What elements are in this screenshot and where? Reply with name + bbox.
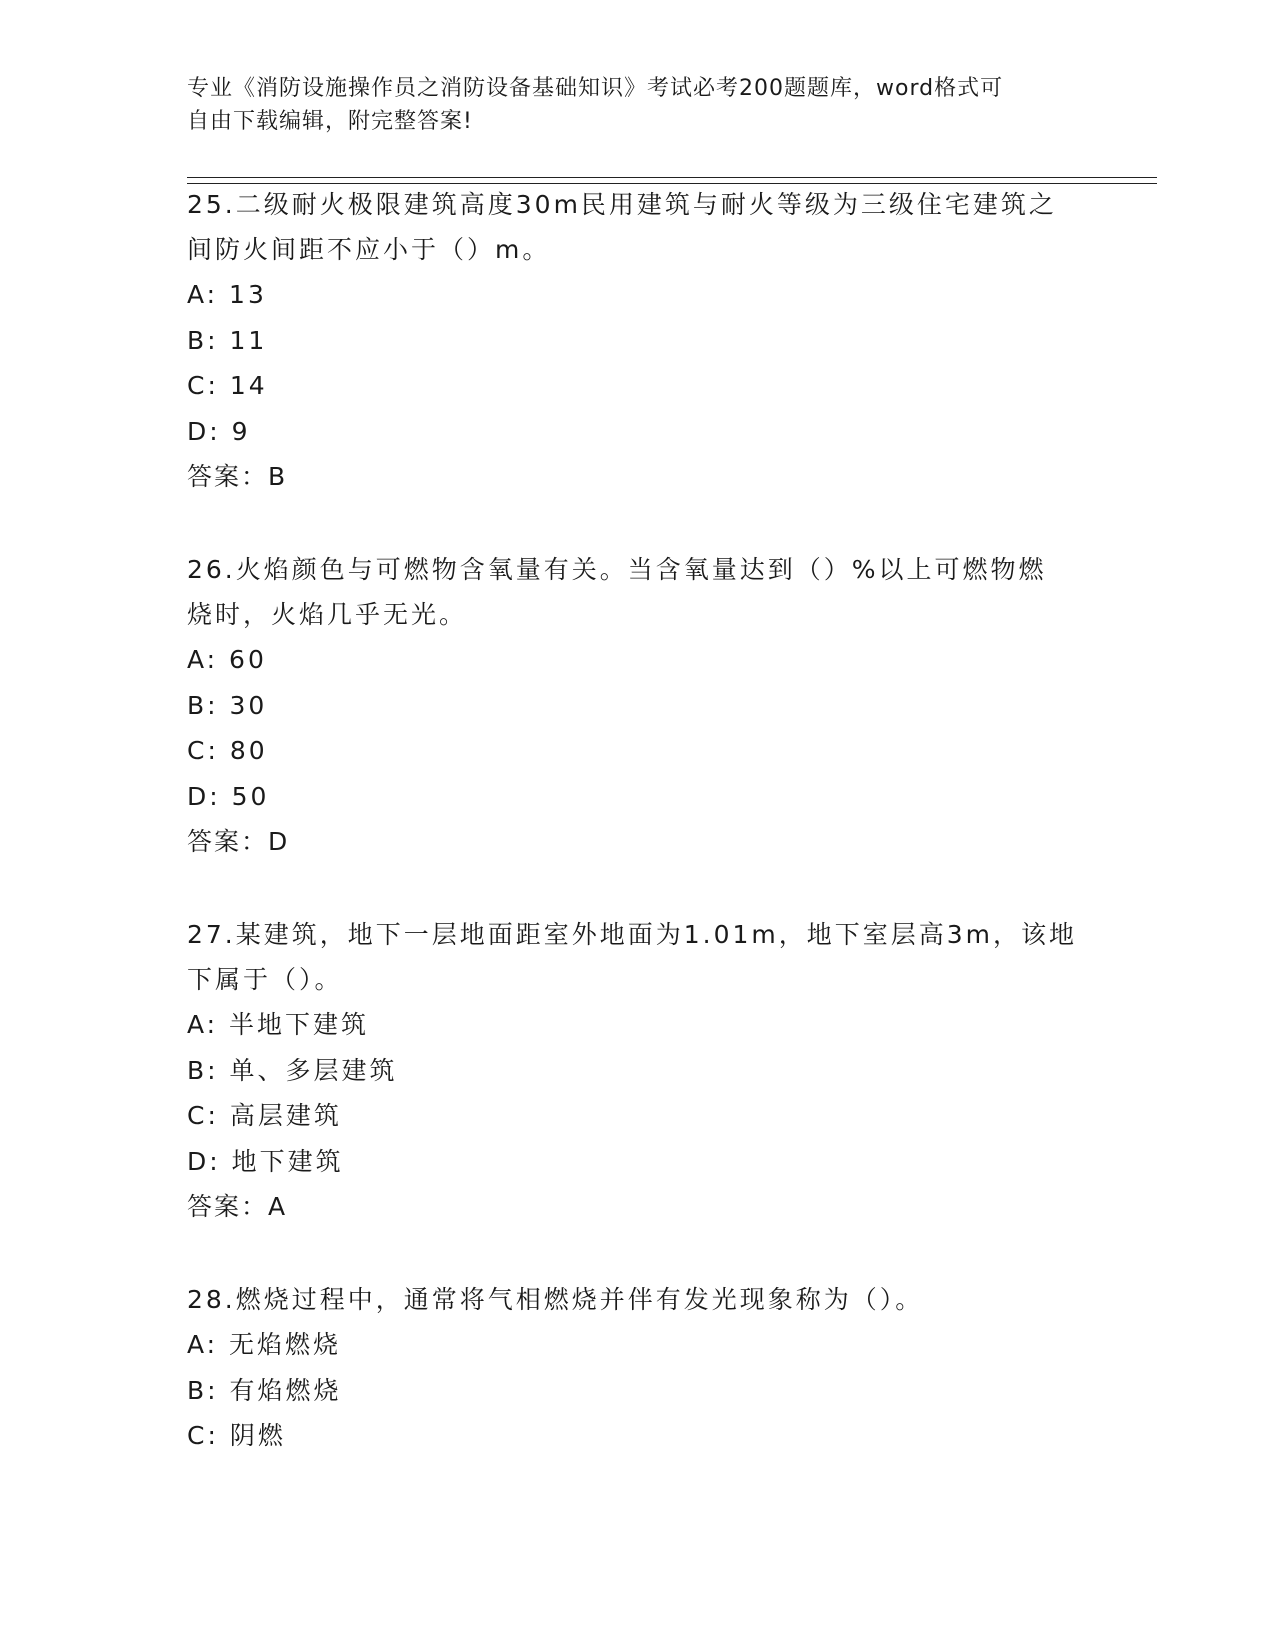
option-b: B: 11 — [187, 325, 268, 355]
answer-line: 答案：A — [187, 1192, 288, 1221]
option-b: B: 有焰燃烧 — [187, 1375, 342, 1405]
option-a: A: 60 — [187, 645, 267, 674]
question-25 — [187, 182, 1087, 499]
option-b: B: 单、多层建筑 — [187, 1055, 398, 1085]
option-c: C: 80 — [187, 736, 268, 765]
question-26 — [187, 547, 1087, 864]
question-28 — [187, 1277, 1087, 1459]
option-d: D: 9 — [187, 416, 251, 446]
question-stem-line: 26.火焰颜色与可燃物含氧量有关。当含氧量达到（）%以上可燃物燃 — [187, 555, 1047, 584]
option-c: C: 14 — [187, 371, 268, 400]
question-stem-line: 下属于（）。 — [187, 965, 343, 994]
option-a: A: 无焰燃烧 — [187, 1330, 342, 1359]
option-c: C: 高层建筑 — [187, 1101, 342, 1130]
option-d: D: 地下建筑 — [187, 1146, 344, 1176]
question-stem-line: 25.二级耐火极限建筑高度30m民用建筑与耐火等级为三级住宅建筑之 — [187, 190, 1057, 219]
option-d: D: 50 — [187, 781, 270, 811]
header-line-2: 自由下载编辑，附完整答案! — [187, 109, 473, 134]
option-c: C: 阴燃 — [187, 1421, 286, 1450]
question-stem-line: 28.燃烧过程中，通常将气相燃烧并伴有发光现象称为（）。 — [187, 1285, 924, 1314]
question-stem-line: 烧时，火焰几乎无光。 — [187, 600, 468, 629]
question-stem-line: 间防火间距不应小于（）m。 — [187, 235, 551, 264]
answer-line: 答案：D — [187, 827, 290, 856]
question-27 — [187, 912, 1087, 1229]
answer-line: 答案：B — [187, 462, 288, 491]
question-stem-line: 27.某建筑，地下一层地面距室外地面为1.01m，地下室层高3m，该地 — [187, 920, 1078, 949]
option-a: A: 13 — [187, 280, 267, 309]
header-line-1: 专业《消防设施操作员之消防设备基础知识》考试必考200题题库，word格式可 — [187, 76, 1004, 101]
header-divider-top — [187, 177, 1157, 178]
document-header — [187, 72, 1067, 138]
option-a: A: 半地下建筑 — [187, 1010, 370, 1039]
option-b: B: 30 — [187, 690, 268, 720]
